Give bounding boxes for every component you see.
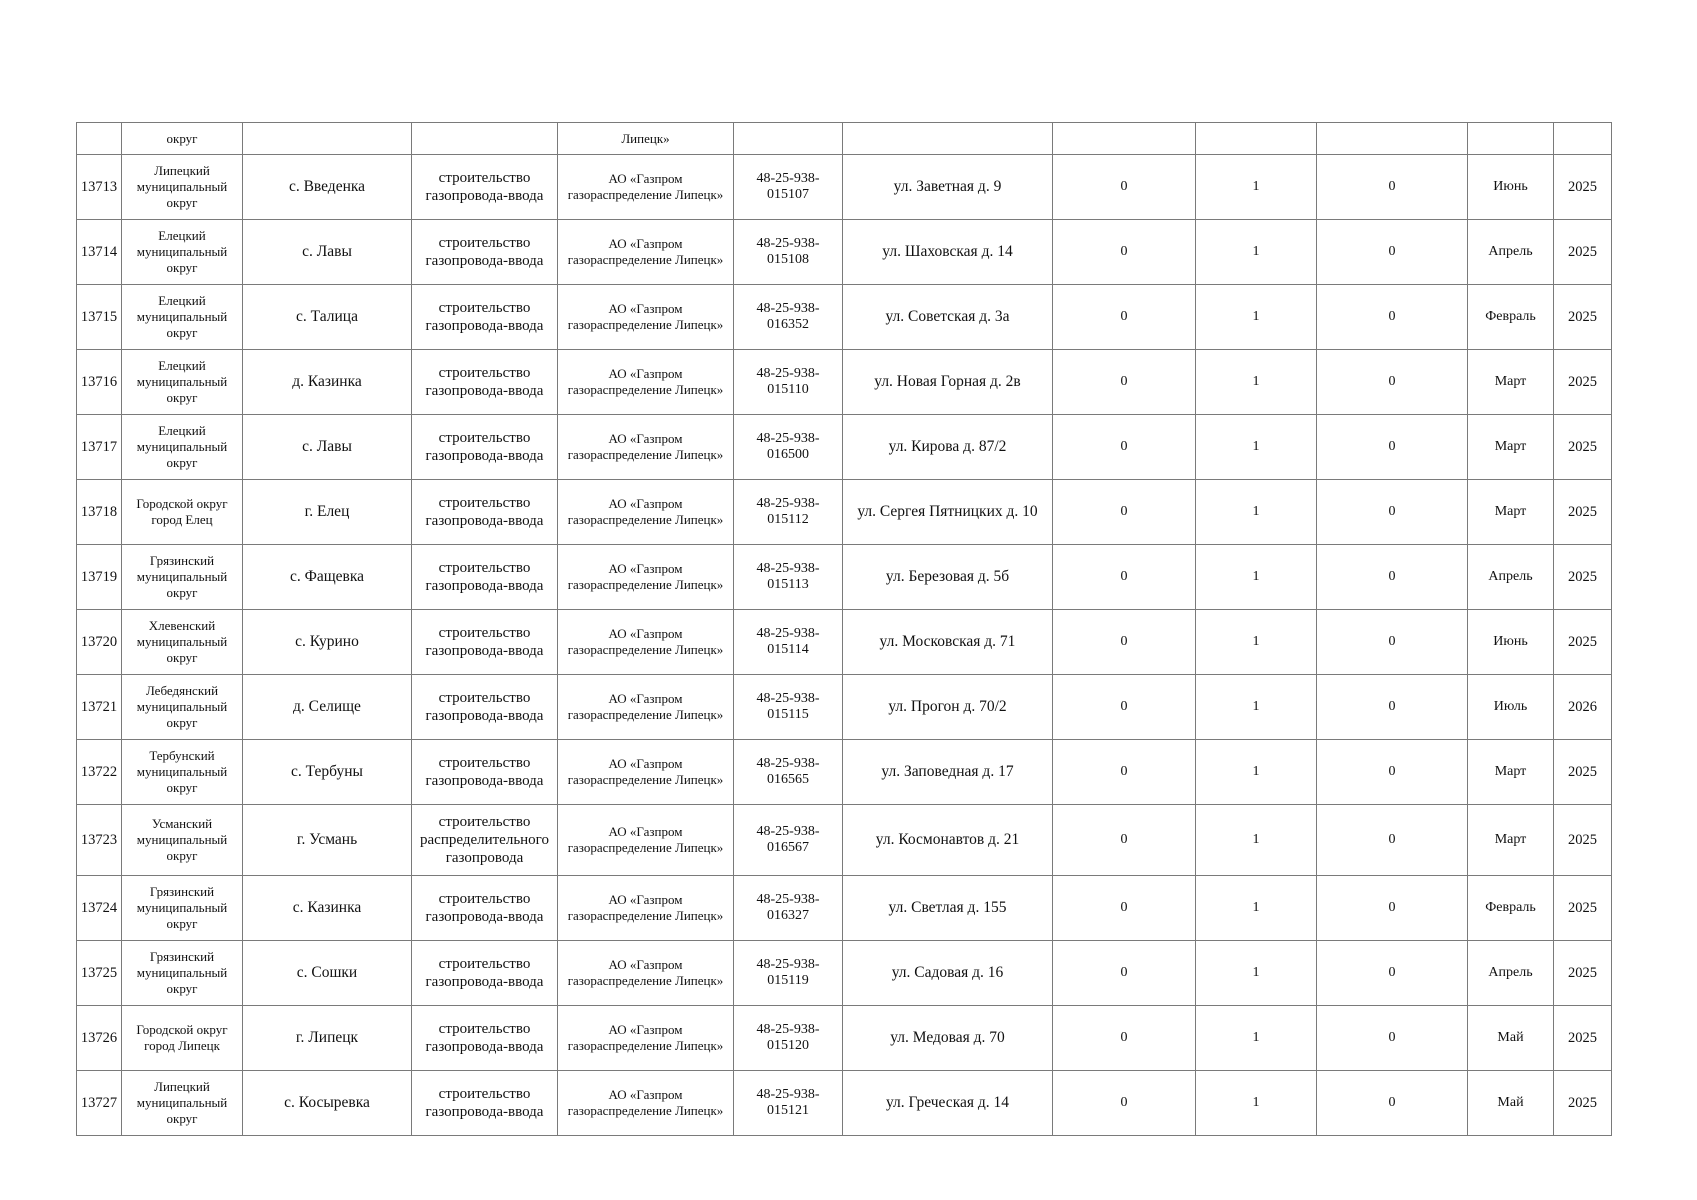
cell-id: 13724 bbox=[77, 876, 122, 941]
cell-value-c: 0 bbox=[1317, 350, 1468, 415]
cell-id: 13713 bbox=[77, 155, 122, 220]
cell-settlement: с. Казинка bbox=[243, 876, 412, 941]
cell-year: 2025 bbox=[1554, 1071, 1612, 1136]
cell-month: Май bbox=[1468, 1006, 1554, 1071]
cell-value-a: 0 bbox=[1053, 415, 1196, 480]
cell-value-c: 0 bbox=[1317, 480, 1468, 545]
cell-month: Февраль bbox=[1468, 285, 1554, 350]
cell-code: 48-25-938-016565 bbox=[734, 740, 843, 805]
cell-id: 13714 bbox=[77, 220, 122, 285]
cell-id: 13723 bbox=[77, 805, 122, 876]
cell-month: Март bbox=[1468, 350, 1554, 415]
cell-work-type: строительство газопровода-ввода bbox=[412, 1071, 558, 1136]
cell-year: 2026 bbox=[1554, 675, 1612, 740]
cell-settlement: г. Елец bbox=[243, 480, 412, 545]
cell-id: 13718 bbox=[77, 480, 122, 545]
cell-id: 13727 bbox=[77, 1071, 122, 1136]
cell-id: 13726 bbox=[77, 1006, 122, 1071]
cell-address: ул. Московская д. 71 bbox=[843, 610, 1053, 675]
cell-id: 13721 bbox=[77, 675, 122, 740]
cell-code: 48-25-938-016352 bbox=[734, 285, 843, 350]
cell-settlement: с. Сошки bbox=[243, 941, 412, 1006]
cell-operator: АО «Газпром газораспределение Липецк» bbox=[558, 1071, 734, 1136]
cell-id: 13715 bbox=[77, 285, 122, 350]
cell-month: Март bbox=[1468, 480, 1554, 545]
cell-month: Апрель bbox=[1468, 941, 1554, 1006]
cell-settlement: д. Казинка bbox=[243, 350, 412, 415]
gas-connection-table bbox=[76, 122, 1612, 1136]
cell-value-b: 1 bbox=[1196, 415, 1317, 480]
cell-value-b: 1 bbox=[1196, 350, 1317, 415]
cell-value-a: 0 bbox=[1053, 350, 1196, 415]
cell-year: 2025 bbox=[1554, 1006, 1612, 1071]
cell-value-c: 0 bbox=[1317, 941, 1468, 1006]
cell-value-a: 0 bbox=[1053, 545, 1196, 610]
cell-value-a: 0 bbox=[1053, 675, 1196, 740]
table-row bbox=[77, 220, 1612, 285]
cell-settlement: с. Лавы bbox=[243, 415, 412, 480]
cell-value-c: 0 bbox=[1317, 155, 1468, 220]
table-row bbox=[77, 675, 1612, 740]
cell-value-b: 1 bbox=[1196, 155, 1317, 220]
cell-settlement: с. Фащевка bbox=[243, 545, 412, 610]
cell-district: Липецкий муниципальный округ bbox=[122, 155, 243, 220]
cell-work-type: строительство распределительного газопровода bbox=[412, 805, 558, 876]
table-row bbox=[77, 1071, 1612, 1136]
cell-value-c: 0 bbox=[1317, 285, 1468, 350]
cell-value-c: 0 bbox=[1317, 1006, 1468, 1071]
table-row bbox=[77, 610, 1612, 675]
cell-value-a: 0 bbox=[1053, 220, 1196, 285]
cell-year: 2025 bbox=[1554, 805, 1612, 876]
cell-address: ул. Космонавтов д. 21 bbox=[843, 805, 1053, 876]
cell-operator: АО «Газпром газораспределение Липецк» bbox=[558, 610, 734, 675]
cell-address: ул. Кирова д. 87/2 bbox=[843, 415, 1053, 480]
cell-empty bbox=[412, 123, 558, 155]
cell-year: 2025 bbox=[1554, 545, 1612, 610]
cell-settlement: с. Тербуны bbox=[243, 740, 412, 805]
cell-work-type: строительство газопровода-ввода bbox=[412, 285, 558, 350]
cell-operator: АО «Газпром газораспределение Липецк» bbox=[558, 480, 734, 545]
cell-year: 2025 bbox=[1554, 285, 1612, 350]
cell-value-c: 0 bbox=[1317, 876, 1468, 941]
cell-value-c: 0 bbox=[1317, 220, 1468, 285]
cell-address: ул. Советская д. 3а bbox=[843, 285, 1053, 350]
cell-value-b: 1 bbox=[1196, 1071, 1317, 1136]
cell-year: 2025 bbox=[1554, 610, 1612, 675]
cell-district: округ bbox=[122, 123, 243, 155]
cell-work-type: строительство газопровода-ввода bbox=[412, 480, 558, 545]
cell-value-c: 0 bbox=[1317, 610, 1468, 675]
cell-value-b: 1 bbox=[1196, 740, 1317, 805]
cell-id: 13720 bbox=[77, 610, 122, 675]
cell-value-a: 0 bbox=[1053, 610, 1196, 675]
cell-work-type: строительство газопровода-ввода bbox=[412, 610, 558, 675]
cell-value-a: 0 bbox=[1053, 285, 1196, 350]
cell-year: 2025 bbox=[1554, 220, 1612, 285]
cell-code: 48-25-938-015114 bbox=[734, 610, 843, 675]
cell-value-b: 1 bbox=[1196, 675, 1317, 740]
cell-value-b: 1 bbox=[1196, 876, 1317, 941]
cell-code: 48-25-938-016567 bbox=[734, 805, 843, 876]
cell-district: Грязинский муниципальный округ bbox=[122, 876, 243, 941]
cell-district: Усманский муниципальный округ bbox=[122, 805, 243, 876]
cell-operator: АО «Газпром газораспределение Липецк» bbox=[558, 220, 734, 285]
table-row bbox=[77, 480, 1612, 545]
table-row bbox=[77, 415, 1612, 480]
cell-operator: АО «Газпром газораспределение Липецк» bbox=[558, 545, 734, 610]
cell-address: ул. Медовая д. 70 bbox=[843, 1006, 1053, 1071]
cell-empty bbox=[843, 123, 1053, 155]
cell-value-c: 0 bbox=[1317, 805, 1468, 876]
cell-code: 48-25-938-015121 bbox=[734, 1071, 843, 1136]
cell-operator: АО «Газпром газораспределение Липецк» bbox=[558, 675, 734, 740]
cell-district: Городской округ город Липецк bbox=[122, 1006, 243, 1071]
cell-work-type: строительство газопровода-ввода bbox=[412, 1006, 558, 1071]
cell-year: 2025 bbox=[1554, 740, 1612, 805]
cell-settlement: с. Введенка bbox=[243, 155, 412, 220]
cell-district: Елецкий муниципальный округ bbox=[122, 350, 243, 415]
cell-value-a: 0 bbox=[1053, 941, 1196, 1006]
cell-operator: АО «Газпром газораспределение Липецк» bbox=[558, 876, 734, 941]
table-body bbox=[77, 123, 1612, 1136]
cell-empty bbox=[1196, 123, 1317, 155]
cell-empty bbox=[243, 123, 412, 155]
cell-district: Елецкий муниципальный округ bbox=[122, 220, 243, 285]
cell-operator: АО «Газпром газораспределение Липецк» bbox=[558, 155, 734, 220]
cell-empty bbox=[1554, 123, 1612, 155]
cell-address: ул. Заповедная д. 17 bbox=[843, 740, 1053, 805]
cell-operator: Липецк» bbox=[558, 123, 734, 155]
cell-year: 2025 bbox=[1554, 480, 1612, 545]
cell-empty bbox=[1053, 123, 1196, 155]
cell-address: ул. Заветная д. 9 bbox=[843, 155, 1053, 220]
cell-settlement: с. Лавы bbox=[243, 220, 412, 285]
table-row bbox=[77, 805, 1612, 876]
cell-district: Лебедянский муниципальный округ bbox=[122, 675, 243, 740]
cell-value-a: 0 bbox=[1053, 155, 1196, 220]
cell-value-b: 1 bbox=[1196, 941, 1317, 1006]
cell-address: ул. Сергея Пятницких д. 10 bbox=[843, 480, 1053, 545]
cell-district: Хлевенский муниципальный округ bbox=[122, 610, 243, 675]
cell-month: Апрель bbox=[1468, 220, 1554, 285]
cell-code: 48-25-938-015108 bbox=[734, 220, 843, 285]
cell-month: Июль bbox=[1468, 675, 1554, 740]
cell-value-a: 0 bbox=[1053, 480, 1196, 545]
table-row bbox=[77, 285, 1612, 350]
cell-work-type: строительство газопровода-ввода bbox=[412, 876, 558, 941]
cell-value-b: 1 bbox=[1196, 480, 1317, 545]
cell-year: 2025 bbox=[1554, 415, 1612, 480]
cell-code: 48-25-938-015113 bbox=[734, 545, 843, 610]
cell-address: ул. Светлая д. 155 bbox=[843, 876, 1053, 941]
cell-address: ул. Греческая д. 14 bbox=[843, 1071, 1053, 1136]
cell-empty bbox=[734, 123, 843, 155]
cell-operator: АО «Газпром газораспределение Липецк» bbox=[558, 1006, 734, 1071]
continuation-row bbox=[77, 123, 1612, 155]
cell-id: 13725 bbox=[77, 941, 122, 1006]
cell-settlement: с. Курино bbox=[243, 610, 412, 675]
cell-district: Елецкий муниципальный округ bbox=[122, 415, 243, 480]
cell-address: ул. Прогон д. 70/2 bbox=[843, 675, 1053, 740]
cell-district: Тербунский муниципальный округ bbox=[122, 740, 243, 805]
cell-id: 13722 bbox=[77, 740, 122, 805]
cell-month: Июнь bbox=[1468, 155, 1554, 220]
cell-value-c: 0 bbox=[1317, 740, 1468, 805]
cell-address: ул. Шаховская д. 14 bbox=[843, 220, 1053, 285]
cell-settlement: с. Талица bbox=[243, 285, 412, 350]
cell-settlement: с. Косыревка bbox=[243, 1071, 412, 1136]
table-row bbox=[77, 876, 1612, 941]
cell-code: 48-25-938-016500 bbox=[734, 415, 843, 480]
cell-value-b: 1 bbox=[1196, 805, 1317, 876]
cell-month: Июнь bbox=[1468, 610, 1554, 675]
cell-value-a: 0 bbox=[1053, 1006, 1196, 1071]
cell-code: 48-25-938-015112 bbox=[734, 480, 843, 545]
cell-operator: АО «Газпром газораспределение Липецк» bbox=[558, 415, 734, 480]
cell-empty bbox=[1317, 123, 1468, 155]
cell-address: ул. Березовая д. 5б bbox=[843, 545, 1053, 610]
cell-work-type: строительство газопровода-ввода bbox=[412, 545, 558, 610]
cell-district: Грязинский муниципальный округ bbox=[122, 941, 243, 1006]
table-row bbox=[77, 941, 1612, 1006]
cell-code: 48-25-938-016327 bbox=[734, 876, 843, 941]
cell-value-a: 0 bbox=[1053, 1071, 1196, 1136]
cell-year: 2025 bbox=[1554, 876, 1612, 941]
cell-work-type: строительство газопровода-ввода bbox=[412, 740, 558, 805]
cell-operator: АО «Газпром газораспределение Липецк» bbox=[558, 350, 734, 415]
cell-operator: АО «Газпром газораспределение Липецк» bbox=[558, 740, 734, 805]
cell-value-c: 0 bbox=[1317, 675, 1468, 740]
cell-month: Март bbox=[1468, 415, 1554, 480]
cell-value-c: 0 bbox=[1317, 545, 1468, 610]
cell-work-type: строительство газопровода-ввода bbox=[412, 941, 558, 1006]
cell-district: Городской округ город Елец bbox=[122, 480, 243, 545]
cell-year: 2025 bbox=[1554, 350, 1612, 415]
cell-value-b: 1 bbox=[1196, 545, 1317, 610]
cell-code: 48-25-938-015107 bbox=[734, 155, 843, 220]
cell-month: Апрель bbox=[1468, 545, 1554, 610]
cell-empty bbox=[77, 123, 122, 155]
cell-value-a: 0 bbox=[1053, 805, 1196, 876]
cell-operator: АО «Газпром газораспределение Липецк» bbox=[558, 285, 734, 350]
cell-work-type: строительство газопровода-ввода bbox=[412, 350, 558, 415]
cell-district: Грязинский муниципальный округ bbox=[122, 545, 243, 610]
cell-work-type: строительство газопровода-ввода bbox=[412, 415, 558, 480]
cell-value-b: 1 bbox=[1196, 610, 1317, 675]
cell-settlement: д. Селище bbox=[243, 675, 412, 740]
cell-address: ул. Садовая д. 16 bbox=[843, 941, 1053, 1006]
cell-value-b: 1 bbox=[1196, 285, 1317, 350]
cell-address: ул. Новая Горная д. 2в bbox=[843, 350, 1053, 415]
cell-operator: АО «Газпром газораспределение Липецк» bbox=[558, 805, 734, 876]
cell-code: 48-25-938-015119 bbox=[734, 941, 843, 1006]
cell-district: Липецкий муниципальный округ bbox=[122, 1071, 243, 1136]
cell-operator: АО «Газпром газораспределение Липецк» bbox=[558, 941, 734, 1006]
cell-id: 13717 bbox=[77, 415, 122, 480]
cell-work-type: строительство газопровода-ввода bbox=[412, 220, 558, 285]
cell-code: 48-25-938-015110 bbox=[734, 350, 843, 415]
cell-settlement: г. Усмань bbox=[243, 805, 412, 876]
cell-year: 2025 bbox=[1554, 941, 1612, 1006]
table-row bbox=[77, 740, 1612, 805]
table-row bbox=[77, 1006, 1612, 1071]
cell-month: Март bbox=[1468, 805, 1554, 876]
cell-id: 13719 bbox=[77, 545, 122, 610]
cell-year: 2025 bbox=[1554, 155, 1612, 220]
cell-value-b: 1 bbox=[1196, 220, 1317, 285]
cell-value-a: 0 bbox=[1053, 876, 1196, 941]
cell-work-type: строительство газопровода-ввода bbox=[412, 675, 558, 740]
cell-work-type: строительство газопровода-ввода bbox=[412, 155, 558, 220]
cell-value-b: 1 bbox=[1196, 1006, 1317, 1071]
cell-value-a: 0 bbox=[1053, 740, 1196, 805]
cell-month: Февраль bbox=[1468, 876, 1554, 941]
cell-value-c: 0 bbox=[1317, 1071, 1468, 1136]
cell-month: Март bbox=[1468, 740, 1554, 805]
cell-value-c: 0 bbox=[1317, 415, 1468, 480]
cell-id: 13716 bbox=[77, 350, 122, 415]
cell-district: Елецкий муниципальный округ bbox=[122, 285, 243, 350]
cell-settlement: г. Липецк bbox=[243, 1006, 412, 1071]
cell-month: Май bbox=[1468, 1071, 1554, 1136]
table-row bbox=[77, 155, 1612, 220]
cell-empty bbox=[1468, 123, 1554, 155]
table-row bbox=[77, 350, 1612, 415]
table-row bbox=[77, 545, 1612, 610]
cell-code: 48-25-938-015115 bbox=[734, 675, 843, 740]
cell-code: 48-25-938-015120 bbox=[734, 1006, 843, 1071]
